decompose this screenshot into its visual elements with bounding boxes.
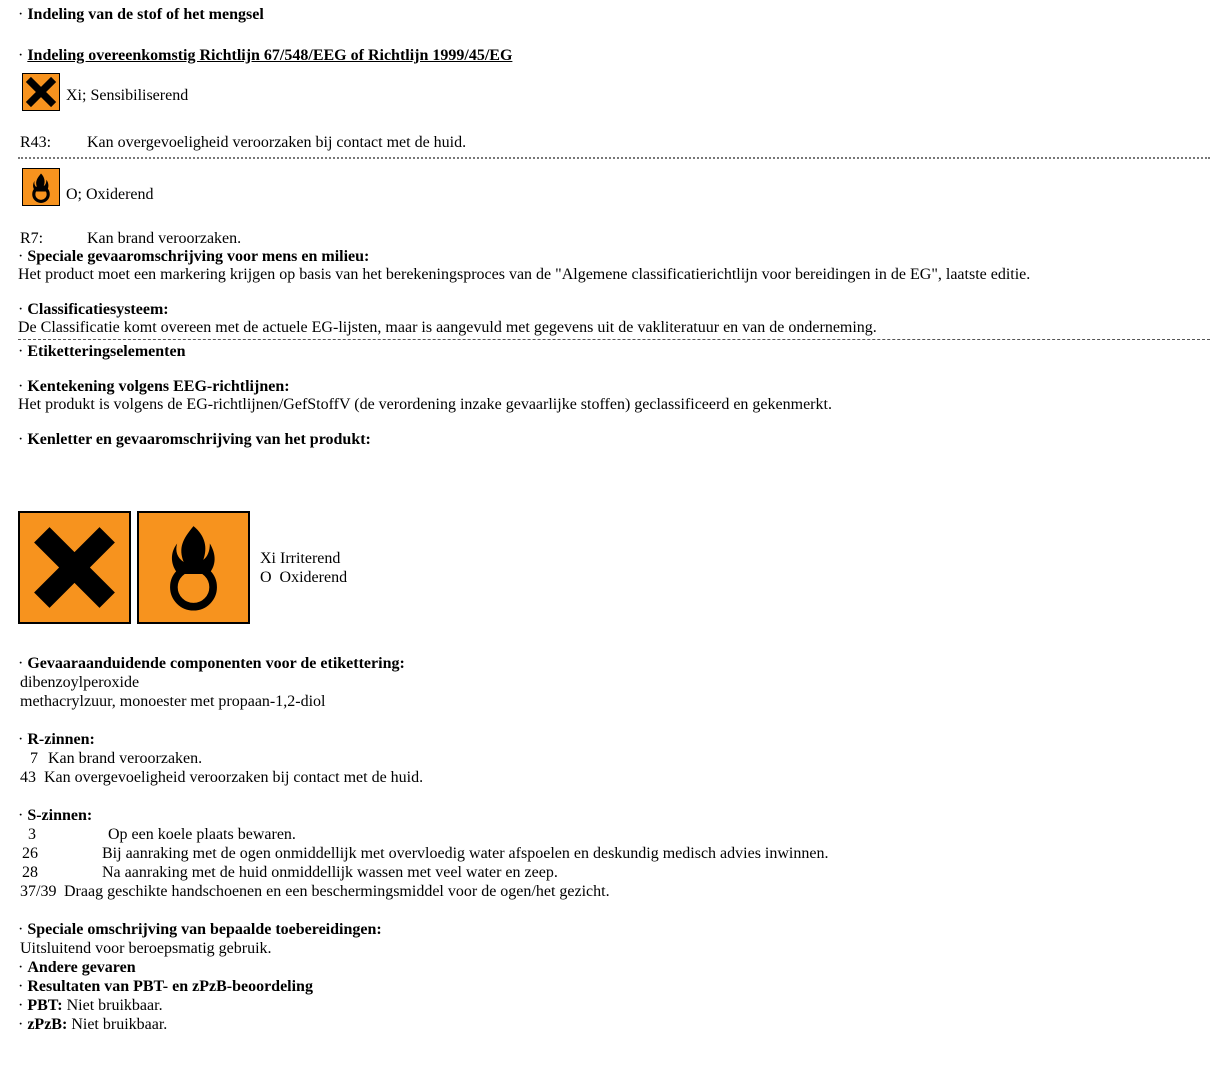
hazard-xi-label: Xi; Sensibiliserend xyxy=(66,87,189,104)
heading-kentekening: Kentekening volgens EEG-richtlijnen: xyxy=(27,378,290,395)
heading-etikettering: Etiketteringselementen xyxy=(27,343,186,360)
r-phrase-code: 43 xyxy=(20,769,36,786)
bullet: · xyxy=(18,959,24,976)
r-phrase-text: Kan brand veroorzaken. xyxy=(48,750,203,767)
special-preparation-title xyxy=(18,921,382,939)
s-phrases-title xyxy=(18,807,92,825)
s-phrase-code: 37/39 xyxy=(20,883,57,900)
heading-classification: Classificatiesysteem: xyxy=(27,301,169,318)
kentekening-title xyxy=(18,378,290,396)
dotted-divider xyxy=(18,157,1210,159)
cross-icon xyxy=(18,511,131,624)
zpzb-row xyxy=(18,1016,167,1034)
r43-code: R43: xyxy=(20,134,52,151)
bullet: · xyxy=(18,807,24,824)
pictogram-label-xi: Xi Irriterend xyxy=(260,550,341,567)
heading-pbt-assessment: Resultaten van PBT- en zPzB-beoordeling xyxy=(27,978,313,995)
classification-text: De Classificatie komt overeen met de actuele EG-lijsten, maar is aangevuld met gegevens uit de vakliteratuur en van de onderneming. xyxy=(18,319,877,336)
s-phrase-text: Bij aanraking met de ogen onmiddellijk met overvloedig water afspoelen en deskundig medisch advies inwinnen. xyxy=(102,845,829,862)
s-phrase-row xyxy=(20,864,558,882)
subsection-title xyxy=(18,47,512,65)
pbt-label: PBT: xyxy=(27,997,63,1014)
s-phrase-code: 26 xyxy=(22,845,38,862)
section-title-etikettering xyxy=(18,343,186,361)
r-phrase-code: 7 xyxy=(30,750,38,767)
bullet: · xyxy=(18,248,24,265)
bullet: · xyxy=(18,343,24,360)
r-phrase-row xyxy=(20,769,423,787)
s-phrase-row xyxy=(20,883,610,901)
hazard-o-label: O; Oxiderend xyxy=(66,186,154,203)
bullet: · xyxy=(18,731,24,748)
flame-over-circle-icon xyxy=(22,168,60,206)
components-title xyxy=(18,655,405,673)
s-phrase-code: 28 xyxy=(22,864,38,881)
r7-code: R7: xyxy=(20,230,44,247)
special-hazard-title xyxy=(18,248,369,266)
pictogram-label-o: O Oxiderend xyxy=(260,569,348,586)
pbt-assessment-title xyxy=(18,978,313,996)
s-phrase-code: 3 xyxy=(28,826,36,843)
s-phrase-text: Op een koele plaats bewaren. xyxy=(108,826,296,843)
heading-indeling: Indeling van de stof of het mengsel xyxy=(27,6,264,23)
s-phrase-text: Na aanraking met de huid onmiddellijk wassen met veel water en zeep. xyxy=(102,864,558,881)
special-preparation-text: Uitsluitend voor beroepsmatig gebruik. xyxy=(20,940,272,957)
other-hazards-title xyxy=(18,959,136,977)
heading-components: Gevaaraanduidende componenten voor de etikettering: xyxy=(27,655,405,672)
heading-special-hazard: Speciale gevaaromschrijving voor mens en milieu: xyxy=(27,248,370,265)
r-phrases-title xyxy=(18,731,95,749)
component-item: methacrylzuur, monoester met propaan-1,2-diol xyxy=(20,693,326,710)
heading-richtlijn: Indeling overeenkomstig Richtlijn 67/548/EEG of Richtlijn 1999/45/EG xyxy=(27,47,513,64)
pbt-row xyxy=(18,997,163,1015)
bullet: · xyxy=(18,6,24,23)
kentekening-text: Het produkt is volgens de EG-richtlijnen/GefStoffV (de verordening inzake gevaarlijke stoffen) geclassificeerd en gekenmerkt. xyxy=(18,396,832,413)
pbt-value: Niet bruikbaar. xyxy=(66,997,163,1014)
s-phrase-row xyxy=(20,845,828,863)
bullet: · xyxy=(18,378,24,395)
bullet: · xyxy=(18,47,24,64)
r43-text: Kan overgevoeligheid veroorzaken bij contact met de huid. xyxy=(87,134,467,151)
bullet: · xyxy=(18,1016,24,1033)
bullet: · xyxy=(18,655,24,672)
section-title-indeling xyxy=(18,6,264,24)
bullet: · xyxy=(18,921,24,938)
kenletter-title xyxy=(18,431,371,449)
heading-s-phrases: S-zinnen: xyxy=(27,807,93,824)
flame-over-circle-icon xyxy=(137,511,250,624)
r-phrase-row xyxy=(20,750,202,768)
bullet: · xyxy=(18,301,24,318)
dashed-divider xyxy=(18,339,1210,340)
zpzb-value: Niet bruikbaar. xyxy=(71,1016,168,1033)
heading-kenletter: Kenletter en gevaaromschrijving van het produkt: xyxy=(27,431,371,448)
r7-text: Kan brand veroorzaken. xyxy=(87,230,242,247)
zpzb-label: zPzB: xyxy=(27,1016,68,1033)
r-phrase-text: Kan overgevoeligheid veroorzaken bij contact met de huid. xyxy=(44,769,424,786)
s-phrase-row xyxy=(20,826,296,844)
heading-r-phrases: R-zinnen: xyxy=(27,731,95,748)
cross-icon xyxy=(22,73,60,111)
bullet: · xyxy=(18,978,24,995)
classification-title xyxy=(18,301,169,319)
component-item: dibenzoylperoxide xyxy=(20,674,140,691)
bullet: · xyxy=(18,997,24,1014)
s-phrase-text: Draag geschikte handschoenen en een beschermingsmiddel voor de ogen/het gezicht. xyxy=(64,883,610,900)
special-hazard-text: Het product moet een markering krijgen op basis van het berekeningsproces van de "Algemene classificatierichtlijn voor bereidingen in de EG", laatste editie. xyxy=(18,266,1031,283)
heading-special-preparation: Speciale omschrijving van bepaalde toebereidingen: xyxy=(27,921,382,938)
heading-other-hazards: Andere gevaren xyxy=(27,959,136,976)
bullet: · xyxy=(18,431,24,448)
